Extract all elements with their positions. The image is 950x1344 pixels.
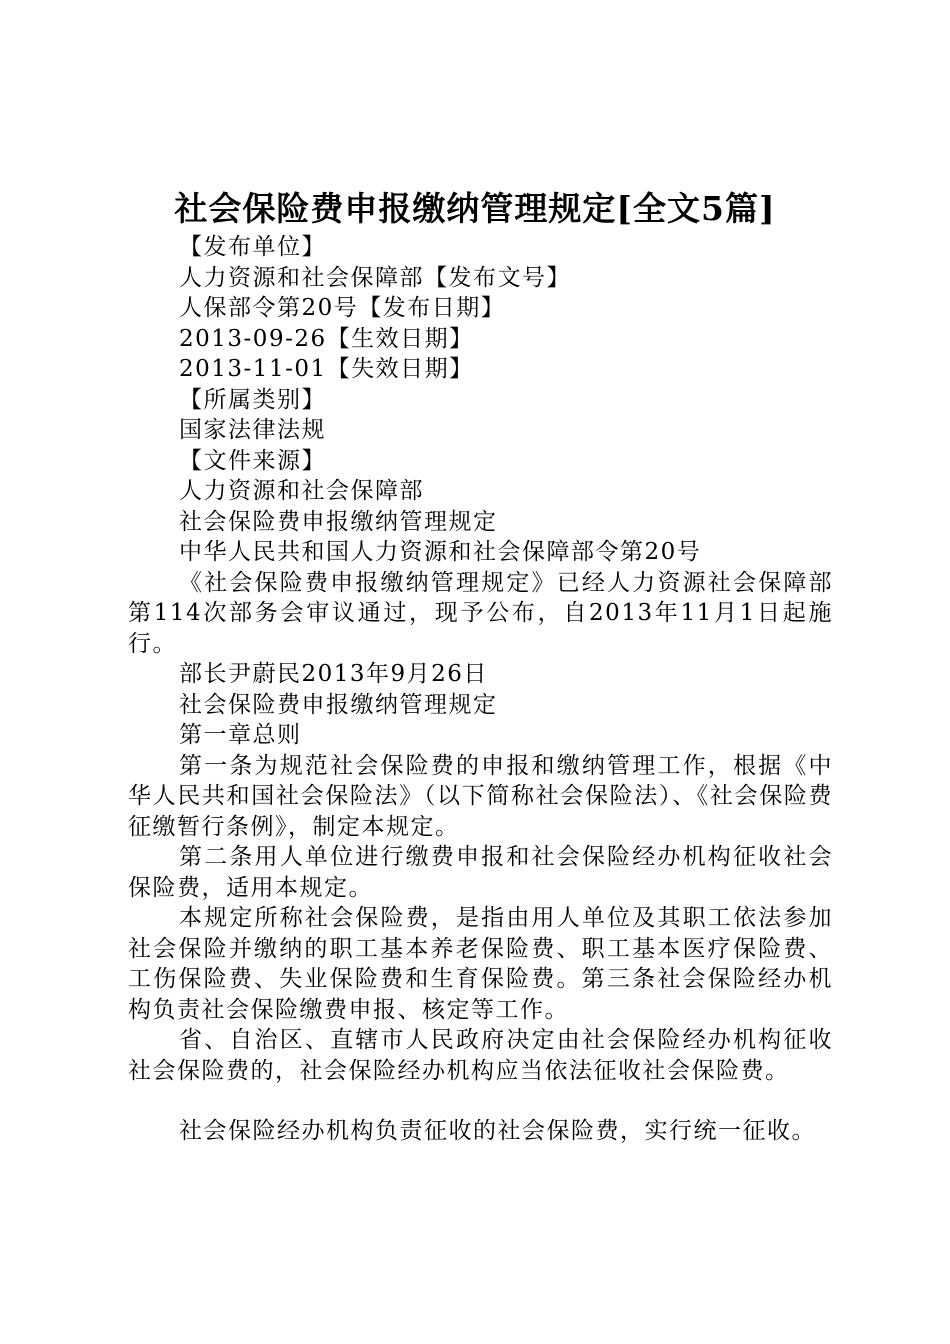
meta-line-category-label: 【所属类别】 bbox=[179, 386, 326, 413]
paragraph-article-1: 第一条为规范社会保险费的申报和缴纳管理工作，根据《中华人民共和国社会保险法》（以下简称社会保险法）、《社会保险费征缴暂行条例》，制定本规定。 bbox=[128, 752, 833, 840]
meta-line-publisher-label: 【发布单位】 bbox=[179, 234, 326, 260]
meta-line-source-label: 【文件来源】 bbox=[179, 447, 326, 474]
paragraph-regulation-title: 社会保险费申报缴纳管理规定 bbox=[179, 691, 498, 718]
paragraph-unified-collection: 社会保险经办机构负责征收的社会保险费，实行统一征收。 bbox=[179, 1118, 816, 1144]
meta-line-effective-date: 2013-11-01【失效日期】 bbox=[179, 356, 474, 382]
paragraph-chapter-heading: 第一章总则 bbox=[179, 722, 302, 748]
document-title: 社会保险费申报缴纳管理规定[全文5篇] bbox=[174, 189, 776, 228]
paragraph-definition: 本规定所称社会保险费，是指由用人单位及其职工依法参加社会保险并缴纳的职工基本养老保险费、职工基本医疗保险费、工伤保险费、失业保险费和生育保险费。第三条社会保险经办机构负责社会保险缴费申报、核定等工作。 bbox=[128, 905, 833, 1023]
meta-line-publisher: 人力资源和社会保障部【发布文号】 bbox=[179, 264, 571, 291]
meta-line-source: 人力资源和社会保障部 bbox=[179, 478, 424, 504]
meta-line-doc-number: 人保部令第20号【发布日期】 bbox=[179, 295, 506, 321]
meta-line-category: 国家法律法规 bbox=[179, 417, 326, 443]
paragraph-announcement: 《社会保险费申报缴纳管理规定》已经人力资源社会保障部第114次部务会审议通过，现予公布，自2013年11月1日起施行。 bbox=[128, 569, 833, 657]
paragraph-signature: 部长尹蔚民2013年9月26日 bbox=[179, 661, 488, 687]
paragraph-provincial: 省、自治区、直辖市人民政府决定由社会保险经办机构征收社会保险费的，社会保险经办机构应当依法征收社会保险费。 bbox=[128, 1027, 833, 1084]
paragraph-article-2: 第二条用人单位进行缴费申报和社会保险经办机构征收社会保险费，适用本规定。 bbox=[128, 844, 833, 901]
paragraph-spacer bbox=[128, 1086, 833, 1116]
meta-line-regulation-name: 社会保险费申报缴纳管理规定 bbox=[179, 508, 498, 535]
meta-line-order-number: 中华人民共和国人力资源和社会保障部令第20号 bbox=[179, 539, 702, 565]
document-body bbox=[128, 232, 833, 1147]
meta-line-publish-date: 2013-09-26【生效日期】 bbox=[179, 325, 474, 352]
